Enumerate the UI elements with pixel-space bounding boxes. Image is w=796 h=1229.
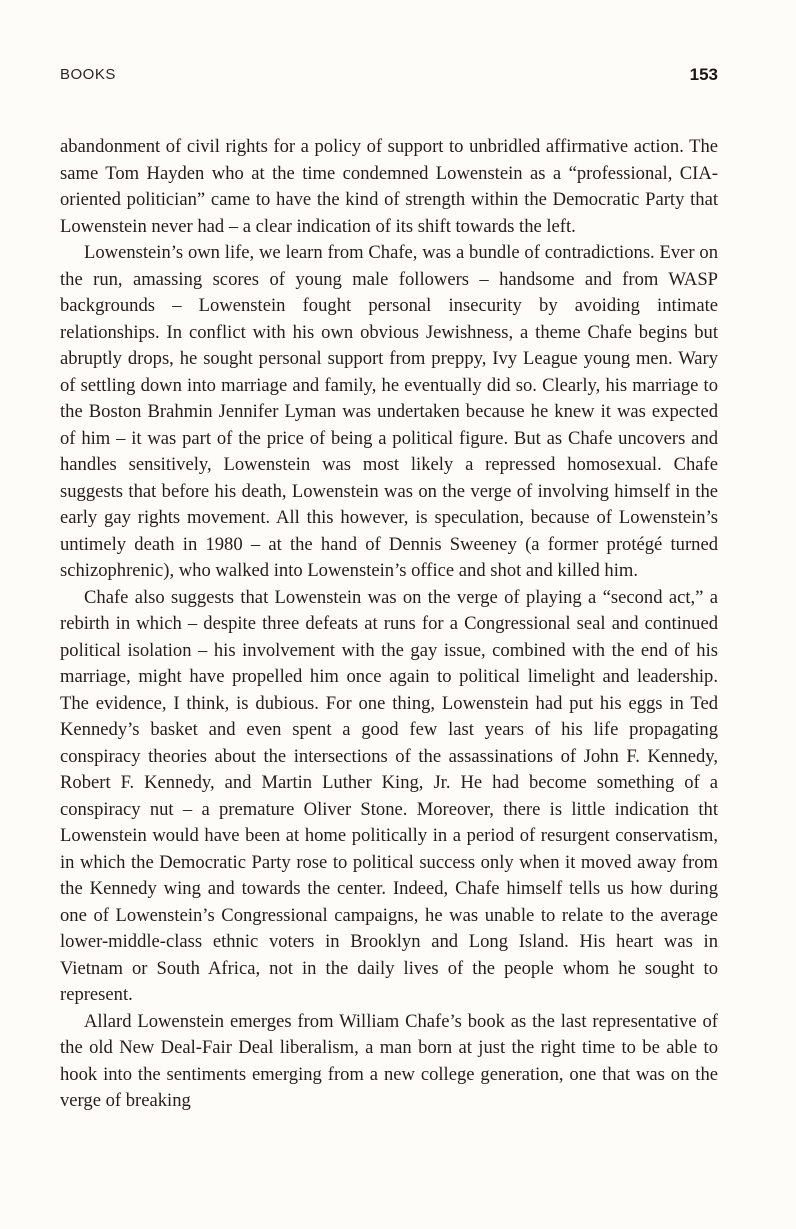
page-number: 153 bbox=[689, 65, 718, 84]
section-label: BOOKS bbox=[60, 66, 116, 83]
paragraph-3: Chafe also suggests that Lowenstein was on the verge of playing a “second act,” a rebirth in which – despite three defeats at runs for a Congressional seal and continued political isolation – his involvement with the gay issue, combined with the end of his marriage, might have propelled him once again to political limelight and leadership. The evidence, I think, is dubious. For one thing, Lowenstein had put his eggs in Ted Kennedy’s basket and even spent a good few last years of his life propagating conspiracy theories about the intersections of the assassinations of John F. Kennedy, Robert F. Kennedy, and Martin Luther King, Jr. He had become something of a conspiracy nut – a premature Oliver Stone. Moreover, there is little indication tht Lowenstein would have been at home politically in a period of resurgent conservatism, in which the Democratic Party rose to political success only when it moved away from the Kennedy wing and towards the center. Indeed, Chafe himself tells us how during one of Lowenstein’s Congressional campaigns, he was unable to relate to the average lower-middle-class ethnic voters in Brooklyn and Long Island. His heart was in Vietnam or South Africa, not in the daily lives of the people whom he sought to represent. bbox=[60, 586, 718, 1005]
paragraph-2: Lowenstein’s own life, we learn from Chafe, was a bundle of contradictions. Ever on the run, amassing scores of young male followers – handsome and from WASP backgrounds – Lowenstein fought personal insecurity by avoiding intimate relationships. In conflict with his own obvious Jewishness, a theme Chafe begins but abruptly drops, he sought personal support from preppy, Ivy League young men. Wary of settling down into marriage and family, he eventually did so. Clearly, his marriage to the Boston Brahmin Jennifer Lyman was undertaken because he knew it was expected of him – it was part of the price of being a political figure. But as Chafe uncovers and handles sensitively, Lowenstein was most likely a repressed homosexual. Chafe suggests that before his death, Lowenstein was on the verge of involving himself in the early gay rights movement. All this however, is speculation, because of Lowenstein’s untimely death in 1980 – at the hand of Dennis Sweeney (a former protégé turned schizophrenic), who walked into Lowenstein’s office and shot and killed him. bbox=[60, 242, 718, 581]
paragraph-4: Allard Lowenstein emerges from William Chafe’s book as the last representative of the old New Deal-Fair Deal liberalism, a man born at just the right time to be able to hook into the sentiments emerging from a new college generation, one that was on the verge of breaking bbox=[60, 1010, 718, 1111]
running-header bbox=[60, 66, 718, 88]
body-text bbox=[60, 134, 718, 1115]
paragraph-1: abandonment of civil rights for a policy of support to unbridled affirmative action. The same Tom Hayden who at the time condemned Lowenstein as a “professional, CIA-oriented politician” came to have the kind of strength within the Democratic Party that Lowenstein never had – a clear indication of its shift towards the left. bbox=[60, 136, 718, 237]
